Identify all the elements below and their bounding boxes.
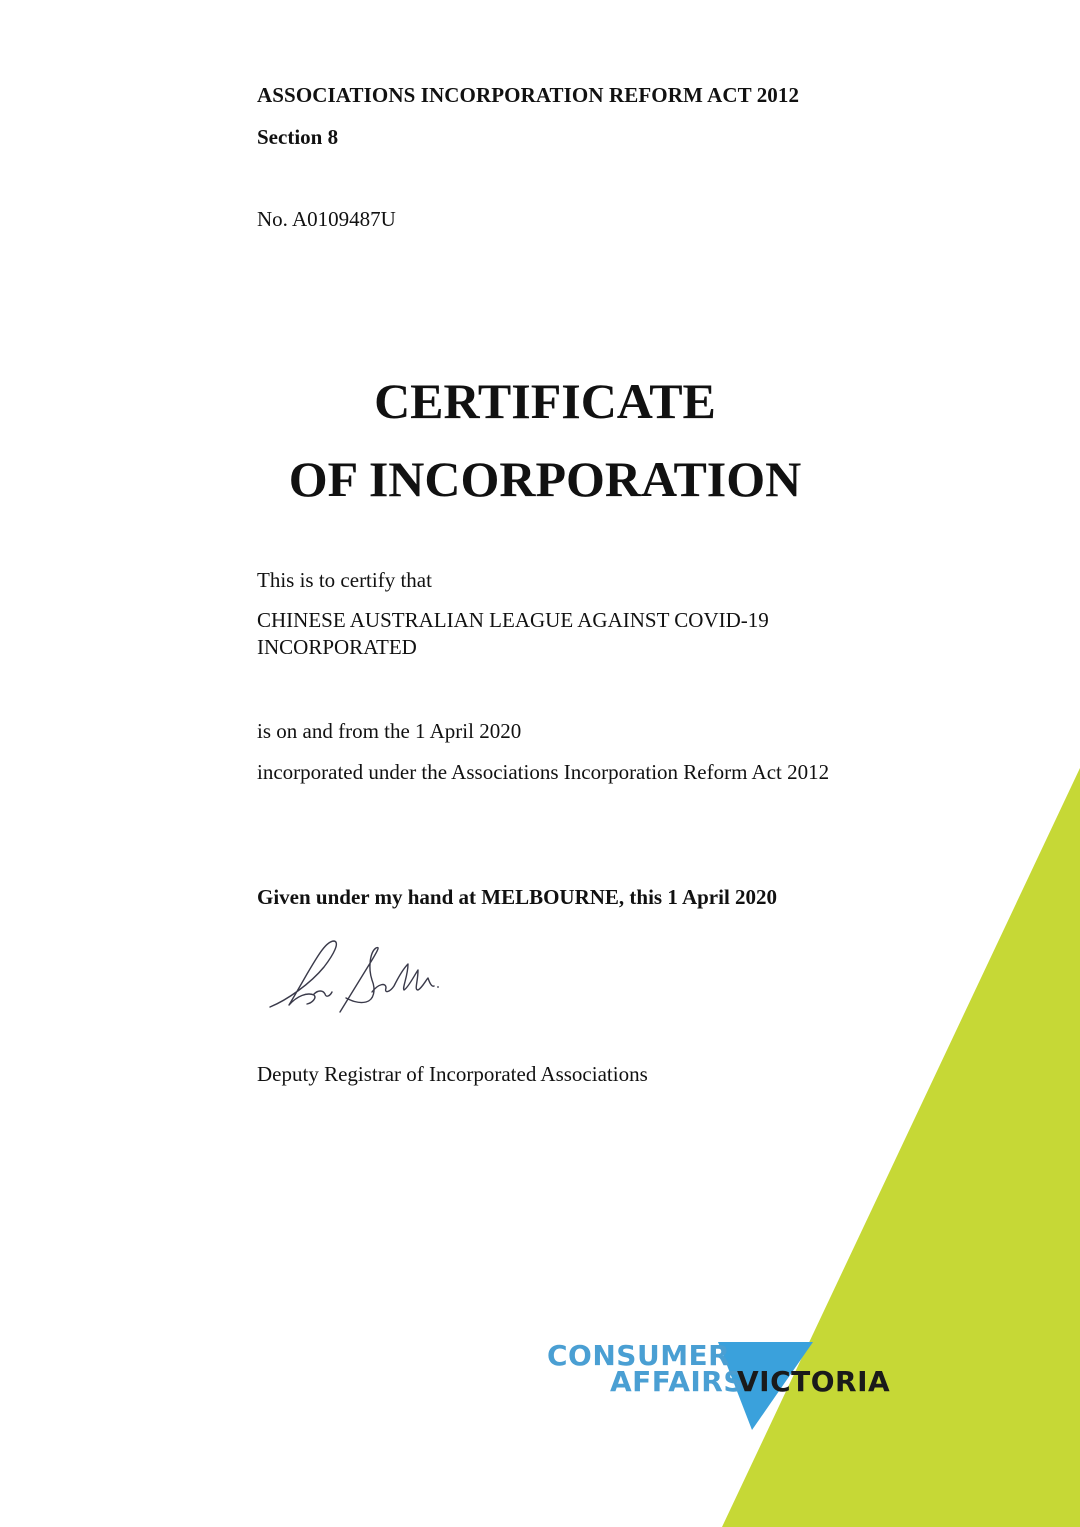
certificate-title-line1: CERTIFICATE <box>374 373 716 429</box>
incorporation-act-line: incorporated under the Associations Incorporation Reform Act 2012 <box>257 760 830 784</box>
act-title: ASSOCIATIONS INCORPORATION REFORM ACT 2012 <box>257 83 800 107</box>
certificate-title-line2: OF INCORPORATION <box>288 451 802 507</box>
registrar-signature <box>262 932 447 1022</box>
logo-word-consumer: CONSUMER <box>547 1339 731 1372</box>
given-under-hand-line: Given under my hand at MELBOURNE, this 1 April 2020 <box>257 885 778 909</box>
logo-word-affairs: AFFAIRS <box>610 1365 745 1398</box>
organisation-name: CHINESE AUSTRALIAN LEAGUE AGAINST COVID-19 INCORPORATED <box>257 608 769 659</box>
logo-word-victoria: VICTORIA <box>737 1365 891 1398</box>
registrar-title: Deputy Registrar of Incorporated Associations <box>257 1062 648 1086</box>
certificate-number: No. A0109487U <box>257 207 396 231</box>
section-label: Section 8 <box>257 125 339 149</box>
incorporation-date-line: is on and from the 1 April 2020 <box>257 719 522 743</box>
consumer-affairs-victoria-logo <box>540 1334 900 1444</box>
certify-intro: This is to certify that <box>257 568 432 592</box>
